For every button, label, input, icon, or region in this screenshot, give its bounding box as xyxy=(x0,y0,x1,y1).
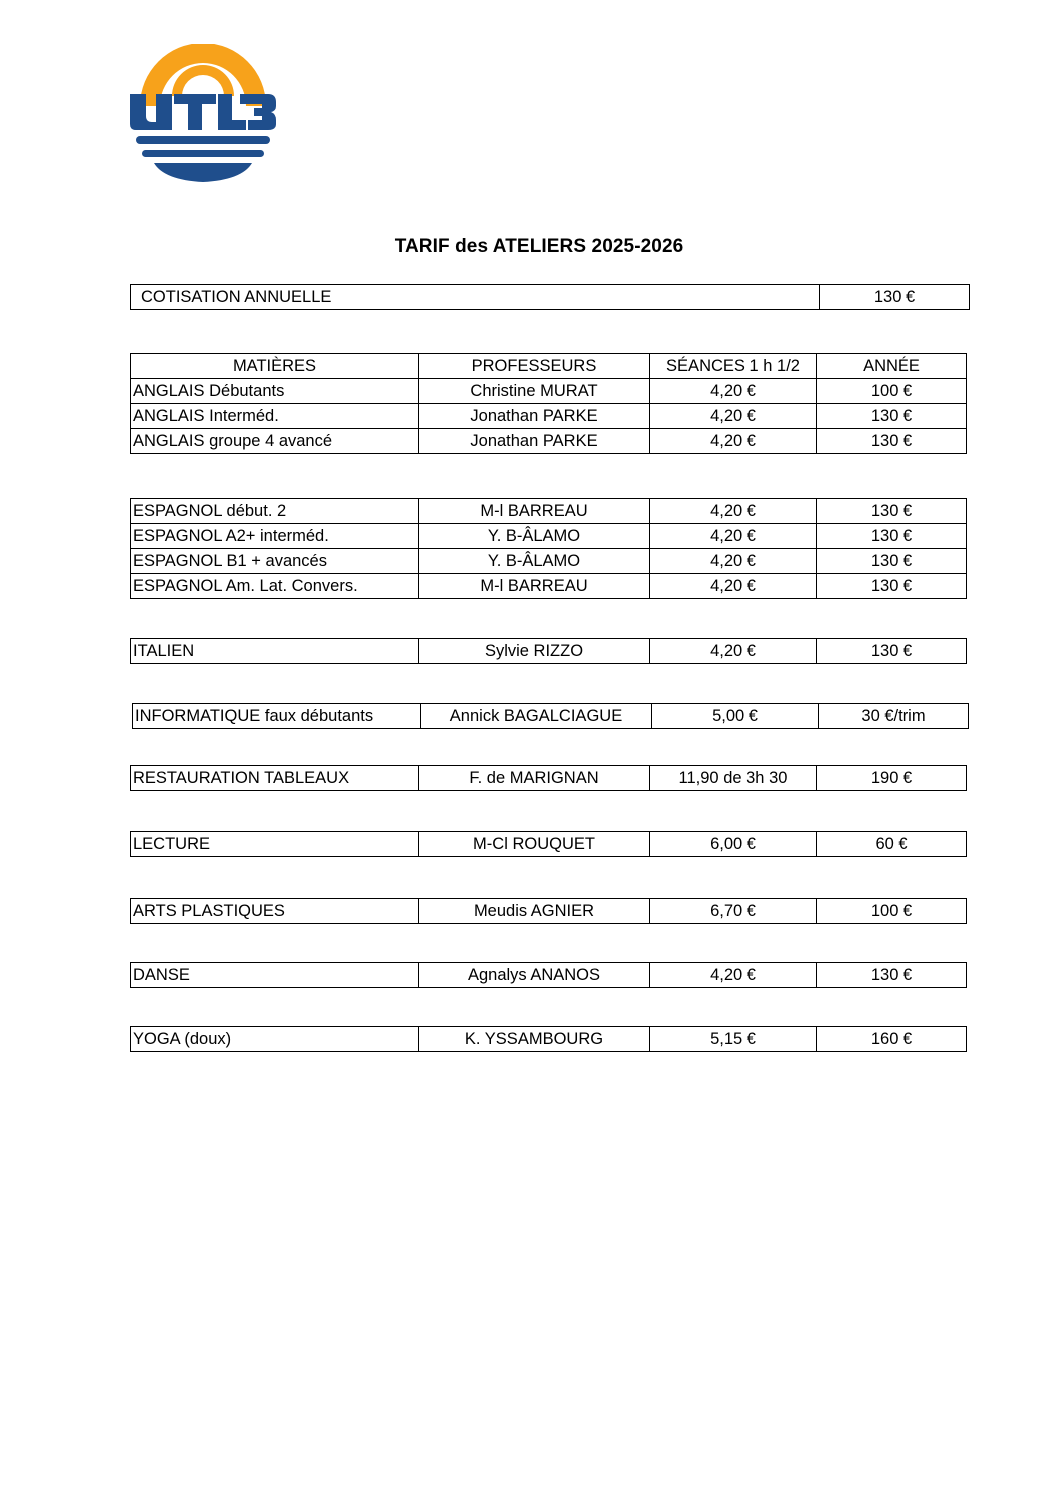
subject-cell: RESTAURATION TABLEAUX xyxy=(131,766,419,791)
teacher-cell: F. de MARIGNAN xyxy=(419,766,650,791)
year-price-cell: 130 € xyxy=(817,639,967,664)
utlb-logo xyxy=(128,44,278,184)
subject-cell: ITALIEN xyxy=(131,639,419,664)
table-group-danse xyxy=(130,962,967,988)
table-row xyxy=(131,429,967,454)
subject-cell: ANGLAIS Interméd. xyxy=(131,404,419,429)
session-price-cell: 4,20 € xyxy=(650,549,817,574)
subject-cell: ARTS PLASTIQUES xyxy=(131,899,419,924)
table-row xyxy=(131,574,967,599)
teacher-cell: Jonathan PARKE xyxy=(419,404,650,429)
year-price-cell: 100 € xyxy=(817,899,967,924)
subject-cell: ESPAGNOL Am. Lat. Convers. xyxy=(131,574,419,599)
table-row xyxy=(131,832,967,857)
teacher-cell: Meudis AGNIER xyxy=(419,899,650,924)
table-group-yoga xyxy=(130,1026,967,1052)
table-row xyxy=(131,379,967,404)
session-price-cell: 4,20 € xyxy=(650,499,817,524)
column-header-professeurs: PROFESSEURS xyxy=(419,354,650,379)
teacher-cell: Jonathan PARKE xyxy=(419,429,650,454)
session-price-cell: 11,90 de 3h 30 xyxy=(650,766,817,791)
cotisation-label: COTISATION ANNUELLE xyxy=(131,285,820,310)
table-row xyxy=(131,524,967,549)
session-price-cell: 4,20 € xyxy=(650,524,817,549)
year-price-cell: 130 € xyxy=(817,404,967,429)
year-price-cell: 130 € xyxy=(817,549,967,574)
table-group-italien xyxy=(130,638,967,664)
teacher-cell: M-l BARREAU xyxy=(419,499,650,524)
year-price-cell: 190 € xyxy=(817,766,967,791)
year-price-cell: 130 € xyxy=(817,499,967,524)
session-price-cell: 4,20 € xyxy=(650,963,817,988)
teacher-cell: Y. B-ÂLAMO xyxy=(419,549,650,574)
teacher-cell: Agnalys ANANOS xyxy=(419,963,650,988)
session-price-cell: 4,20 € xyxy=(650,404,817,429)
teacher-cell: M-l BARREAU xyxy=(419,574,650,599)
year-price-cell: 130 € xyxy=(817,429,967,454)
session-price-cell: 4,20 € xyxy=(650,574,817,599)
table-group-anglais xyxy=(130,353,967,454)
session-price-cell: 6,70 € xyxy=(650,899,817,924)
session-price-cell: 4,20 € xyxy=(650,429,817,454)
subject-cell: DANSE xyxy=(131,963,419,988)
table-row xyxy=(131,285,970,310)
table-group-lecture xyxy=(130,831,967,857)
session-price-cell: 6,00 € xyxy=(650,832,817,857)
teacher-cell: Sylvie RIZZO xyxy=(419,639,650,664)
table-row xyxy=(131,499,967,524)
session-price-cell: 5,00 € xyxy=(652,704,819,729)
session-price-cell: 4,20 € xyxy=(650,379,817,404)
table-group-arts-plastiques xyxy=(130,898,967,924)
year-price-cell: 130 € xyxy=(817,524,967,549)
table-row xyxy=(131,899,967,924)
table-row xyxy=(131,1027,967,1052)
table-row xyxy=(131,549,967,574)
cotisation-value: 130 € xyxy=(820,285,970,310)
subject-cell: LECTURE xyxy=(131,832,419,857)
column-header-matieres: MATIÈRES xyxy=(131,354,419,379)
table-group-espagnol xyxy=(130,498,967,599)
table-group-informatique xyxy=(132,703,969,729)
column-header-seances: SÉANCES 1 h 1/2 xyxy=(650,354,817,379)
table-row xyxy=(131,963,967,988)
table-header-row xyxy=(131,354,967,379)
subject-cell: ANGLAIS groupe 4 avancé xyxy=(131,429,419,454)
document-title: TARIF des ATELIERS 2025-2026 xyxy=(394,236,684,257)
subject-cell: ESPAGNOL début. 2 xyxy=(131,499,419,524)
table-group-restauration xyxy=(130,765,967,791)
year-price-cell: 160 € xyxy=(817,1027,967,1052)
teacher-cell: Christine MURAT xyxy=(419,379,650,404)
year-price-cell: 130 € xyxy=(817,963,967,988)
year-price-cell: 30 €/trim xyxy=(819,704,969,729)
table-row xyxy=(131,766,967,791)
subject-cell: INFORMATIQUE faux débutants xyxy=(133,704,421,729)
teacher-cell: Annick BAGALCIAGUE xyxy=(421,704,652,729)
year-price-cell: 100 € xyxy=(817,379,967,404)
column-header-annee: ANNÉE xyxy=(817,354,967,379)
session-price-cell: 5,15 € xyxy=(650,1027,817,1052)
subject-cell: ESPAGNOL A2+ interméd. xyxy=(131,524,419,549)
subject-cell: YOGA (doux) xyxy=(131,1027,419,1052)
session-price-cell: 4,20 € xyxy=(650,639,817,664)
table-row xyxy=(131,639,967,664)
year-price-cell: 60 € xyxy=(817,832,967,857)
subject-cell: ESPAGNOL B1 + avancés xyxy=(131,549,419,574)
subject-cell: ANGLAIS Débutants xyxy=(131,379,419,404)
year-price-cell: 130 € xyxy=(817,574,967,599)
teacher-cell: Y. B-ÂLAMO xyxy=(419,524,650,549)
cotisation-table xyxy=(130,284,970,310)
teacher-cell: K. YSSAMBOURG xyxy=(419,1027,650,1052)
teacher-cell: M-Cl ROUQUET xyxy=(419,832,650,857)
table-row xyxy=(131,404,967,429)
table-row xyxy=(133,704,969,729)
